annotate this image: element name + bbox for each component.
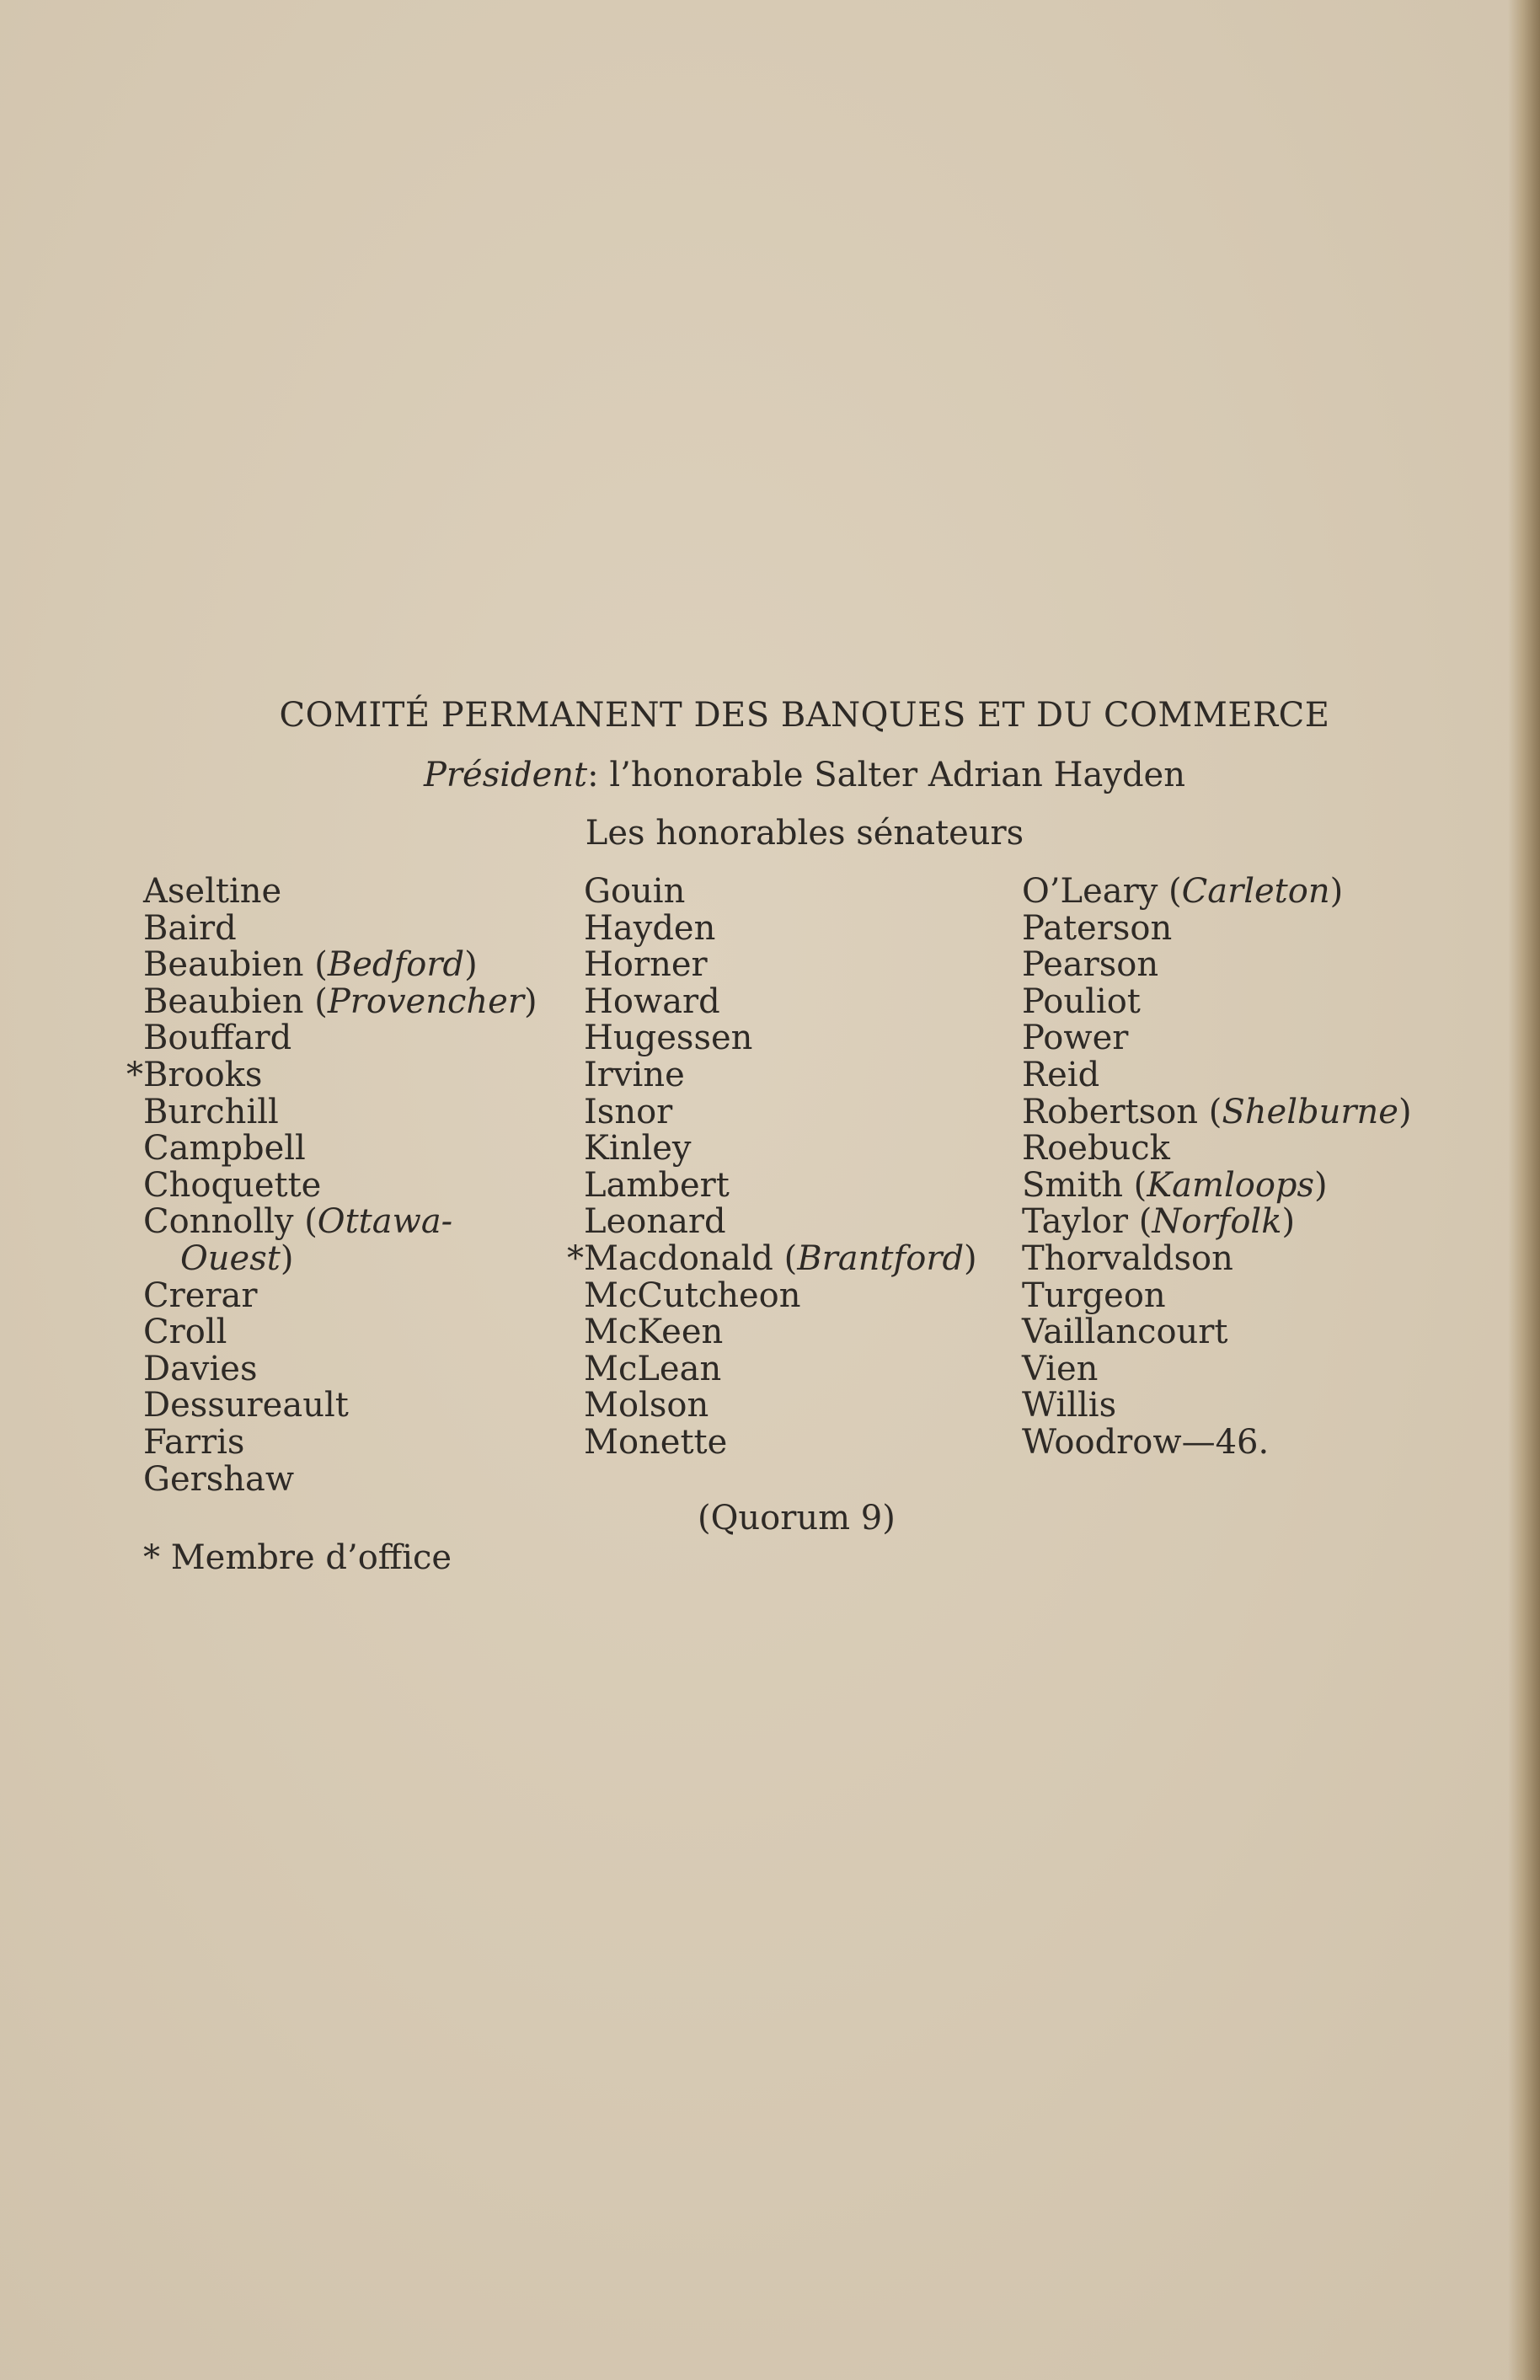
committee-title: COMITÉ PERMANENT DES BANQUES ET DU COMMERCE <box>279 696 1330 735</box>
senator-name: Monette <box>584 1422 728 1462</box>
senator-entry <box>143 1238 537 1278</box>
senator-entry <box>584 1165 977 1205</box>
senator-name: Paterson <box>1022 908 1173 948</box>
senator-entry <box>1022 981 1412 1021</box>
senator-entry <box>1022 1094 1412 1131</box>
senator-name: O’Leary ( <box>1022 872 1182 911</box>
senator-name: Croll <box>143 1313 227 1352</box>
senator-name: Smith ( <box>1022 1165 1147 1205</box>
senator-division: Carleton <box>1181 872 1330 911</box>
senator-name: Bouffard <box>143 1019 292 1058</box>
senator-name: Thorvaldson <box>1022 1238 1233 1278</box>
senator-name: Power <box>1022 1019 1129 1058</box>
senator-entry <box>1022 1165 1412 1205</box>
senator-name: Irvine <box>584 1055 685 1094</box>
senator-entry <box>126 1055 537 1094</box>
senator-division: Shelburne <box>1222 1092 1398 1131</box>
senator-name: Robertson ( <box>1022 1092 1222 1131</box>
senator-entry <box>143 1314 537 1351</box>
senator-entry <box>584 1278 977 1315</box>
senator-division-close: ) <box>523 981 537 1021</box>
senator-name: McKeen <box>584 1313 724 1352</box>
senator-division-close: ) <box>1398 1092 1412 1131</box>
senator-entry <box>143 1388 537 1425</box>
senator-name: Baird <box>143 908 237 948</box>
senator-name: McCutcheon <box>584 1276 801 1315</box>
president-name: : l’honorable Salter Adrian Hayden <box>587 756 1185 794</box>
ex-officio-marker: * <box>126 1055 143 1094</box>
senator-entry <box>143 1094 537 1131</box>
senator-entry <box>143 1278 537 1315</box>
senator-name: Beaubien ( <box>143 945 328 985</box>
senator-entry <box>143 1020 537 1057</box>
senator-entry <box>584 1422 977 1462</box>
senator-name: Reid <box>1022 1055 1100 1094</box>
senator-name: Turgeon <box>1022 1276 1166 1315</box>
senator-name: Dessureault <box>143 1386 349 1425</box>
senator-name: Lambert <box>584 1165 730 1205</box>
president-line <box>0 756 1540 794</box>
president-role: Président <box>423 756 588 794</box>
senator-entry <box>143 947 537 984</box>
senator-division-close: ) <box>1281 1202 1296 1242</box>
senator-name: Gouin <box>584 872 686 911</box>
senator-entry <box>584 874 977 911</box>
senator-name: McLean <box>584 1349 722 1388</box>
senator-entry <box>1022 1388 1412 1425</box>
senator-entry <box>1022 947 1412 984</box>
senator-division: Brantford <box>797 1238 965 1278</box>
senator-entry <box>143 1204 537 1241</box>
senator-name: Gershaw <box>143 1459 295 1499</box>
senator-column-1 <box>126 872 537 1499</box>
senator-entry <box>584 1314 977 1351</box>
page-edge-shadow <box>1508 0 1540 2380</box>
senator-entry <box>143 908 537 948</box>
ex-officio-footnote: * Membre d’office <box>143 1538 452 1577</box>
senator-name: Taylor ( <box>1022 1202 1152 1242</box>
senator-entry <box>584 1094 977 1131</box>
senator-division: Ottawa- <box>317 1202 453 1242</box>
senator-entry <box>584 1388 977 1425</box>
senator-name: Vien <box>1022 1349 1099 1388</box>
senator-column-3 <box>1022 874 1412 1462</box>
senator-name: Davies <box>143 1349 258 1388</box>
senator-name: Macdonald ( <box>584 1238 798 1278</box>
senator-entry <box>584 1131 977 1168</box>
senator-name: Molson <box>584 1386 709 1425</box>
senator-name: Roebuck <box>1022 1129 1170 1169</box>
senator-entry <box>1022 1278 1412 1315</box>
senator-entry <box>1022 1131 1412 1168</box>
senator-name: Beaubien ( <box>143 981 328 1021</box>
senator-entry <box>1022 1314 1412 1351</box>
senator-entry <box>584 1057 977 1094</box>
senator-entry <box>1022 1057 1412 1094</box>
senator-name: Isnor <box>584 1092 673 1131</box>
senator-division: Provencher <box>327 981 524 1021</box>
senator-entry <box>1022 1238 1412 1278</box>
senator-name: Crerar <box>143 1276 258 1315</box>
senator-division: Kamloops <box>1147 1165 1315 1205</box>
quorum-note: (Quorum 9) <box>698 1499 896 1538</box>
senator-entry <box>143 1165 537 1205</box>
senator-name: Hayden <box>584 908 716 948</box>
senator-entry <box>143 874 537 911</box>
ex-officio-marker: * <box>567 1238 584 1278</box>
senator-entry <box>584 1204 977 1241</box>
senator-entry <box>1022 908 1412 948</box>
senator-name: Brooks <box>143 1055 263 1094</box>
senator-division-close: ) <box>464 945 478 985</box>
senator-entry <box>584 1020 977 1057</box>
senator-name: Vaillancourt <box>1022 1313 1228 1352</box>
senator-name: Choquette <box>143 1165 322 1205</box>
senator-name: Pouliot <box>1022 981 1141 1021</box>
senator-division: Bedford <box>327 945 465 985</box>
senator-division-close: ) <box>1329 872 1344 911</box>
senator-entry <box>1022 874 1412 911</box>
senator-name: Aseltine <box>143 872 282 911</box>
senator-name: Horner <box>584 945 708 985</box>
senator-name: Campbell <box>143 1129 306 1169</box>
senator-entry <box>584 947 977 984</box>
senator-division-close: ) <box>1314 1165 1328 1205</box>
senator-entry <box>1022 1204 1412 1241</box>
senator-entry <box>584 908 977 948</box>
senator-name: Connolly ( <box>143 1202 318 1242</box>
senator-entry <box>1022 1351 1412 1388</box>
senator-entry <box>567 1238 977 1278</box>
senator-name: Howard <box>584 981 720 1021</box>
senator-name: Woodrow—46. <box>1022 1422 1270 1462</box>
senator-entry <box>584 1351 977 1388</box>
senator-entry <box>143 1422 537 1462</box>
senator-name: Hugessen <box>584 1019 753 1058</box>
senator-name: Pearson <box>1022 945 1159 985</box>
senator-entry <box>1022 1422 1412 1462</box>
senator-entry <box>143 1131 537 1168</box>
senator-entry <box>143 981 537 1021</box>
senator-entry <box>1022 1020 1412 1057</box>
senator-column-2 <box>567 872 977 1462</box>
senator-division-close: ) <box>964 1238 977 1278</box>
senator-name: Leonard <box>584 1202 726 1242</box>
senators-heading: Les honorables sénateurs <box>585 814 1024 853</box>
senator-division-close: ) <box>280 1238 294 1278</box>
senator-name: Burchill <box>143 1092 279 1131</box>
senator-name: Farris <box>143 1422 245 1462</box>
senator-name: Willis <box>1022 1386 1117 1425</box>
senator-division: Norfolk <box>1152 1202 1282 1242</box>
senator-division: Ouest <box>180 1238 281 1278</box>
senator-entry <box>143 1459 537 1499</box>
senator-entry <box>143 1351 537 1388</box>
senator-entry <box>584 981 977 1021</box>
senator-name: Kinley <box>584 1129 692 1169</box>
